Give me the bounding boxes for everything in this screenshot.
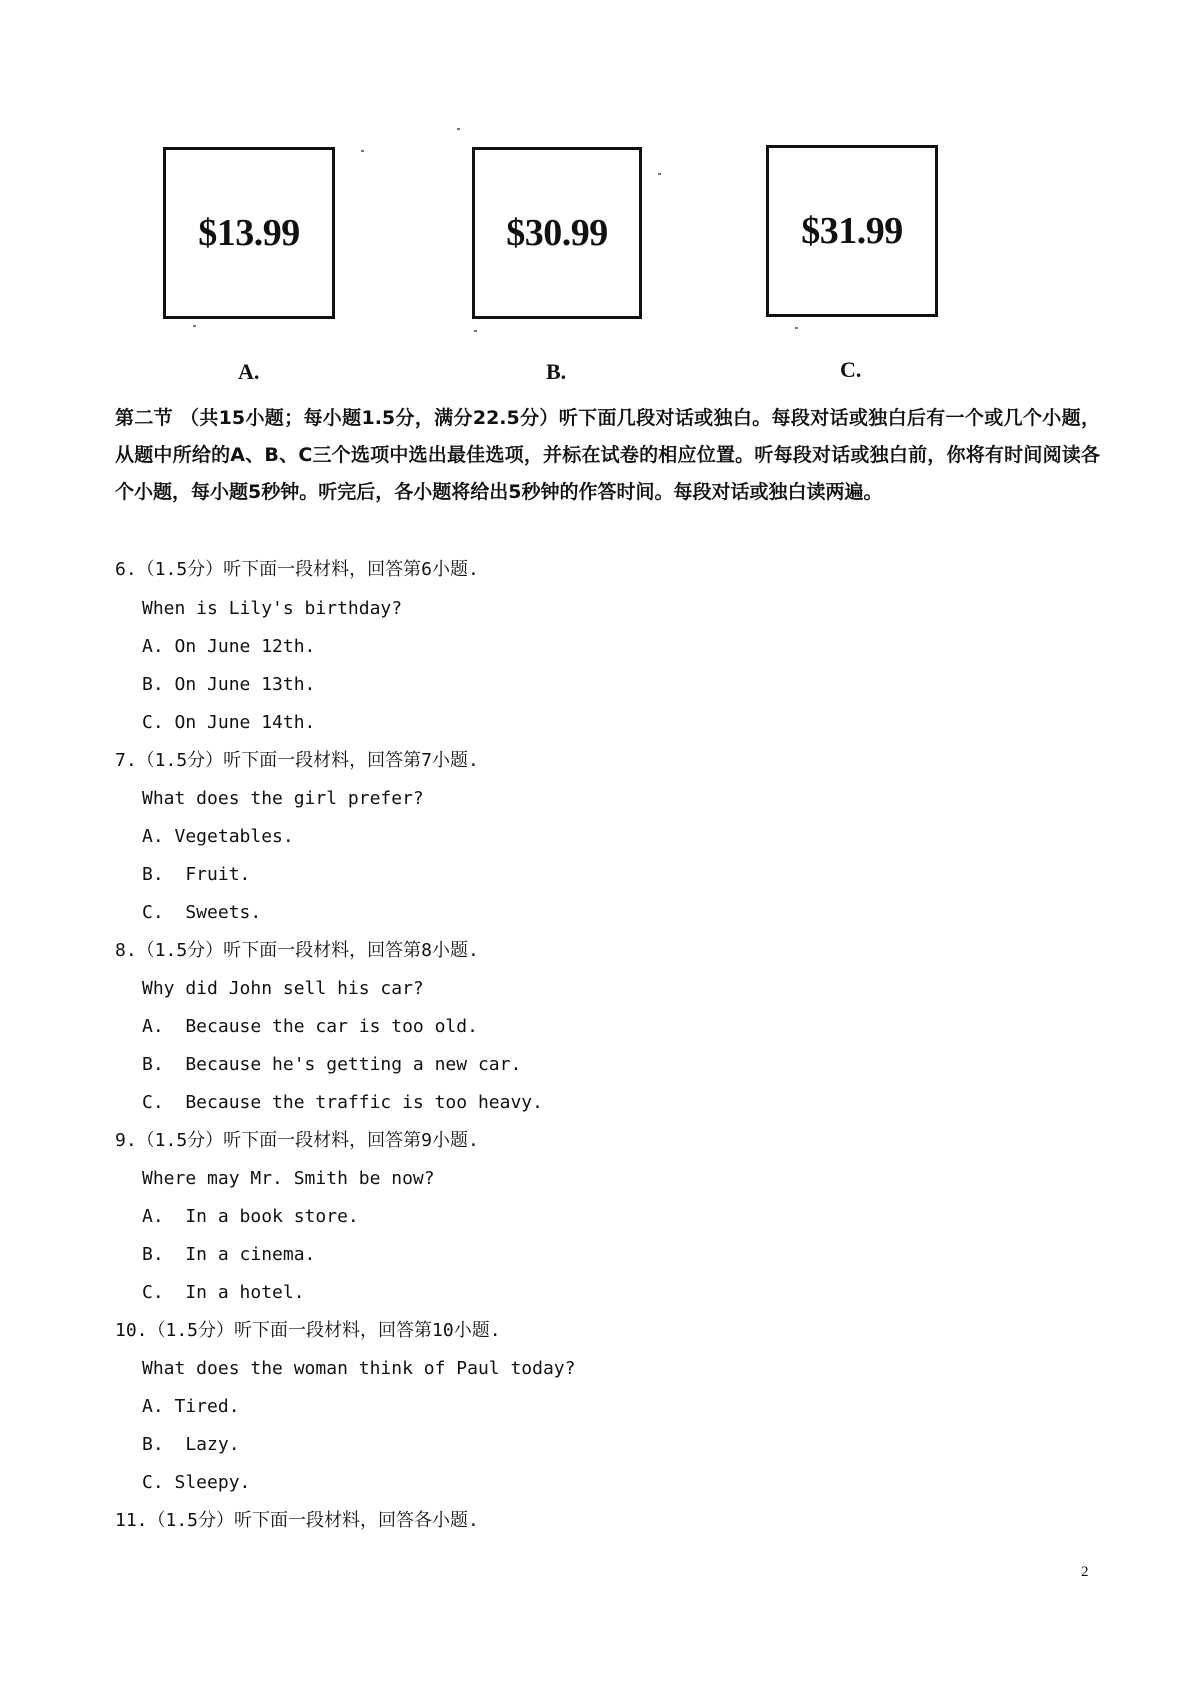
question-7-header: 7.（1.5分）听下面一段材料，回答第7小题. [115, 750, 479, 771]
question-8-stem: Why did John sell his car? [142, 978, 424, 999]
option-a-label: A. [238, 359, 260, 384]
question-9-choice-a: A. In a book store. [142, 1206, 359, 1227]
scan-speck [457, 128, 460, 130]
option-b-price: $30.99 [506, 212, 608, 254]
option-c-image [766, 145, 938, 317]
option-c-price: $31.99 [801, 210, 903, 252]
question-6-header: 6.（1.5分）听下面一段材料，回答第6小题. [115, 559, 479, 580]
scan-speck [361, 150, 364, 152]
question-8-choice-c: C. Because the traffic is too heavy. [142, 1092, 543, 1113]
question-7-choice-a: A. Vegetables. [142, 826, 294, 847]
scan-speck [474, 330, 477, 332]
question-7-choice-b: B. Fruit. [142, 864, 251, 885]
question-7-stem: What does the girl prefer? [142, 788, 424, 809]
option-b-image [472, 147, 642, 319]
question-9-choice-b: B. In a cinema. [142, 1244, 316, 1265]
question-8-choice-b: B. Because he's getting a new car. [142, 1054, 522, 1075]
scan-speck [658, 173, 661, 175]
question-6-stem: When is Lily's birthday? [142, 598, 403, 619]
question-9-header: 9.（1.5分）听下面一段材料，回答第9小题. [115, 1130, 479, 1151]
question-8-choice-a: A. Because the car is too old. [142, 1016, 478, 1037]
question-10-stem: What does the woman think of Paul today? [142, 1358, 576, 1379]
question-10-header: 10.（1.5分）听下面一段材料，回答第10小题. [115, 1320, 501, 1341]
question-9-stem: Where may Mr. Smith be now? [142, 1168, 435, 1189]
question-10-choice-b: B. Lazy. [142, 1434, 240, 1455]
option-b-label: B. [546, 359, 567, 384]
option-a-price: $13.99 [198, 212, 300, 254]
question-10-choice-c: C. Sleepy. [142, 1472, 251, 1493]
scan-speck [193, 325, 196, 327]
question-10-choice-a: A. Tired. [142, 1396, 240, 1417]
question-6-choice-a: A. On June 12th. [142, 636, 316, 657]
question-7-choice-c: C. Sweets. [142, 902, 262, 923]
question-8-header: 8.（1.5分）听下面一段材料，回答第8小题. [115, 940, 479, 961]
question-6-choice-c: C. On June 14th. [142, 712, 316, 733]
option-a-image [163, 147, 335, 319]
page-number: 2 [1081, 1564, 1089, 1580]
question-9-choice-c: C. In a hotel. [142, 1282, 305, 1303]
question-11-header: 11.（1.5分）听下面一段材料，回答各小题. [115, 1510, 479, 1531]
question-6-choice-b: B. On June 13th. [142, 674, 316, 695]
section2-intro: 第二节 （共15小题；每小题1.5分，满分22.5分）听下面几段对话或独白。每段对话或独白后有一个或几个小题，从题中所给的A、B、C三个选项中选出最佳选项，并标在试卷的相应位置。听每段对话或独白前，你将有时间阅读各个小题，每小题5秒钟。听完后，各小题将给出5秒钟的作答时间。每段对话或独白读两遍。 [115, 407, 1100, 503]
option-c-label: C. [840, 357, 862, 382]
scan-speck [795, 327, 798, 329]
